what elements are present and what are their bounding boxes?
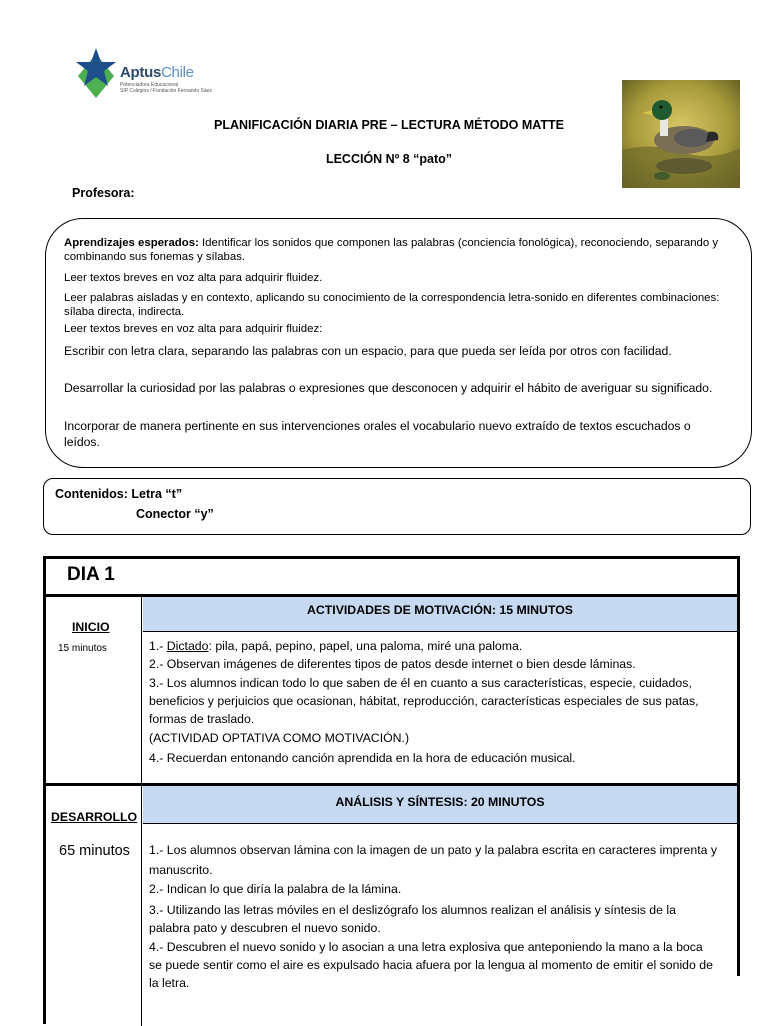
objective-2: Leer textos breves en voz alta para adquirir fluidez. (64, 272, 323, 284)
teacher-label: Profesora: (72, 186, 135, 200)
logo-wordmark: AptusChile (120, 64, 194, 81)
inicio-minutes: 15 minutos (58, 643, 107, 654)
objective-3: Leer palabras aisladas y en contexto, aplicando su conocimiento de la correspondencia letra-sonido en diferentes combinaciones: sílaba directa, indirecta. (64, 292, 720, 318)
desarrollo-minutes: 65 minutos (59, 843, 130, 859)
objective-7: Incorporar de manera pertinente en sus intervenciones orales el vocabulario nuevo extraído de textos escuchados o leídos. (64, 419, 691, 449)
contents-line-2: Conector “y” (136, 507, 214, 521)
star-logo-icon (74, 46, 120, 100)
inicio-item-optional: (ACTIVIDAD OPTATIVA COMO MOTIVACIÓN.) (149, 731, 410, 745)
desarrollo-column-divider (141, 786, 142, 1026)
inicio-item-4: 4.- Recuerdan entonando canción aprendida en la hora de educación musical. (149, 751, 576, 765)
objectives-label: Aprendizajes esperados: (64, 237, 199, 249)
desarrollo-item-1: 1.- Los alumnos observan lámina con la imagen de un pato y la palabra escrita en caracteres imprenta y manuscrito. (149, 843, 718, 877)
objective-5: Escribir con letra clara, separando las palabras con un espacio, para que pueda ser leída por otros con facilidad. (64, 344, 672, 358)
table-top-border (43, 556, 740, 559)
day-label: DIA 1 (67, 564, 115, 585)
logo-tagline: Potenciadora Educacional SIP Colegios / Fundación Fernando Sáez (120, 82, 212, 94)
inicio-item-3: 3.- Los alumnos indican todo lo que saben de él en cuanto a sus características, especie, cuidados, beneficios y perjuicios que ocasionan, hábitat, reproducción, características especiales de sus patas, formas de traslado. (149, 676, 699, 726)
inicio-item-2: 2.- Observan imágenes de diferentes tipos de patos desde internet o bien desde láminas. (149, 657, 636, 671)
objective-1: Aprendizajes esperados: Identificar los sonidos que componen las palabras (conciencia fonológica), reconociendo, separando y combinando sus fonemas y sílabas. (64, 237, 719, 263)
lesson-title: LECCIÓN Nº 8 “pato” (325, 152, 453, 166)
desarrollo-header: ANÁLISIS Y SÍNTESIS: 20 MINUTOS (335, 795, 545, 809)
inicio-label: INICIO (72, 620, 110, 634)
duck-photo (622, 80, 740, 188)
desarrollo-item-3: 3.- Utilizando las letras móviles en el deslizógrafo los alumnos realizan el análisis y síntesis de la palabra pato y descubren el nuevo sonido. (149, 903, 676, 935)
desarrollo-item-2: 2.- Indican lo que diría la palabra de la lámina. (149, 882, 402, 896)
inicio-item-1: 1.- Dictado: pila, papá, pepino, papel, una paloma, miré una paloma. (149, 639, 523, 653)
inicio-header: ACTIVIDADES DE MOTIVACIÓN: 15 MINUTOS (307, 603, 573, 617)
duck-image-icon (622, 80, 740, 188)
inicio-header-border (143, 631, 737, 632)
section-divider (43, 783, 740, 786)
objective-4: Leer textos breves en voz alta para adquirir fluidez: (64, 323, 323, 335)
table-right-border (737, 556, 740, 976)
aptus-logo (74, 46, 212, 100)
day-row-border (43, 594, 740, 597)
objective-6: Desarrollar la curiosidad por las palabras o expresiones que desconocen y adquirir el hábito de averiguar su significado. (64, 381, 713, 395)
desarrollo-label: DESARROLLO (51, 810, 138, 824)
document-title: PLANIFICACIÓN DIARIA PRE – LECTURA MÉTODO MATTE (214, 118, 564, 132)
inicio-column-divider (141, 594, 142, 784)
table-left-border (43, 556, 46, 1024)
desarrollo-item-4: 4.- Descubren el nuevo sonido y lo asocian a una letra explosiva que anteponiendo la mano a la boca se puede sentir como el aire es expulsado hacia afuera por la lengua al momento de emitir el sonido de la letra. (149, 940, 713, 990)
contents-line-1: Contenidos: Letra “t” (55, 487, 183, 501)
desarrollo-header-border (143, 823, 737, 824)
